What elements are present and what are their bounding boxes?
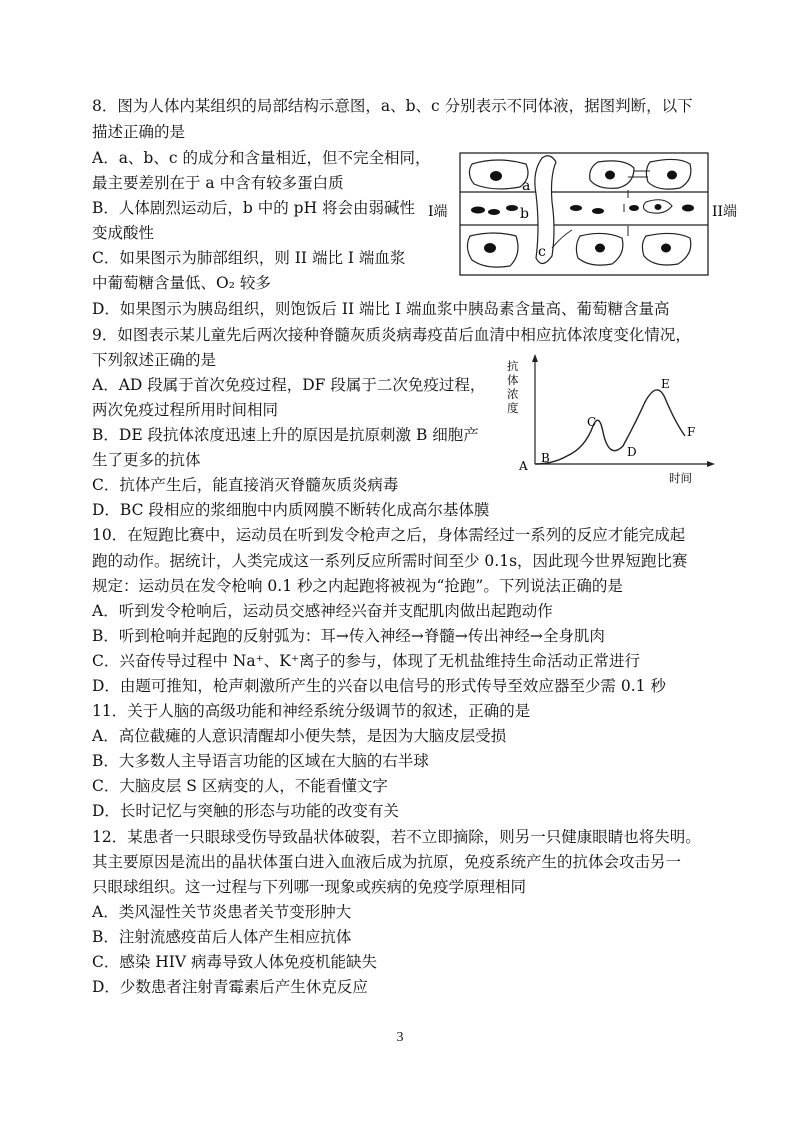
point-f-label: F: [687, 425, 696, 439]
q11-option-b: B．大多数人主导语言功能的区域在大脑的右半球: [92, 752, 429, 770]
q9-option-d: D．BC 段相应的浆细胞中内质网膜不断转化成高尔基体膜: [92, 501, 490, 519]
q9-option-b-cont: 生了更多的抗体: [92, 451, 201, 469]
point-b-label: B: [541, 451, 550, 465]
q11-option-a: A．高位截瘫的人意识清醒却小便失禁，是因为大脑皮层受损: [92, 727, 507, 745]
q9-option-b: B．DE 段抗体浓度迅速上升的原因是抗原刺激 B 细胞产: [92, 426, 479, 444]
right-end-label: II端: [712, 204, 738, 220]
q11-stem: 11．关于人脑的高级功能和神经系统分级调节的叙述，正确的是: [92, 702, 531, 720]
q12-stem-line3: 只眼球组织。这一过程与下列哪一现象或疾病的免疫学原理相同: [92, 878, 527, 896]
q11-option-d: D．长时记忆与突触的形态与功能的改变有关: [92, 802, 399, 820]
q12-stem: 12．某患者一只眼球受伤导致晶状体破裂，若不立即摘除，则另一只健康眼睛也将失明。: [92, 828, 701, 846]
label-c: c: [538, 244, 546, 260]
q8-option-a-cont: 最主要差别在于 a 中含有较多蛋白质: [92, 174, 344, 192]
q12-stem-line2: 其主要原因是流出的晶状体蛋白进入血液后成为抗原，免疫系统产生的抗体会攻击另一: [92, 853, 682, 871]
point-e-label: E: [661, 377, 670, 391]
q10-option-c: C．兴奋传导过程中 Na⁺、K⁺离子的参与，体现了无机盐维持生命活动正常进行: [92, 652, 641, 670]
q9-stem-cont: 下列叙述正确的是: [92, 351, 217, 369]
point-c-label: C: [587, 415, 597, 429]
ylabel-char-3: 浓: [507, 387, 519, 401]
q12-option-a: A．类风湿性关节炎患者关节变形肿大: [92, 903, 352, 921]
q12-option-d: D．少数患者注射青霉素后产生休克反应: [92, 978, 368, 996]
q12-option-b: B．注射流感疫苗后人体产生相应抗体: [92, 928, 352, 946]
q8-option-c: C．如果图示为肺部组织，则 II 端比 I 端血浆: [92, 249, 406, 267]
q10-stem-line3: 规定：运动员在发令枪响 0.1 秒之内起跑将被视为“抢跑”。下列说法正确的是: [92, 577, 623, 595]
ylabel-char-1: 抗: [507, 359, 519, 373]
ylabel-char-4: 度: [507, 401, 519, 415]
xlabel: 时间: [669, 471, 692, 485]
point-d-label: D: [627, 445, 637, 459]
antibody-graph: [505, 352, 720, 488]
q9-stem: 9．如图表示某儿童先后两次接种脊髓灰质炎病毒疫苗后血清中相应抗体浓度变化情况，: [92, 326, 691, 344]
ylabel-char-2: 体: [507, 373, 519, 387]
q12-option-c: C．感染 HIV 病毒导致人体免疫机能缺失: [92, 953, 378, 971]
q8-option-b-cont: 变成酸性: [92, 224, 155, 242]
q11-option-c: C．大脑皮层 S 区病变的人，不能看懂文字: [92, 777, 388, 795]
q9-option-a: A．AD 段属于首次免疫过程，DF 段属于二次免疫过程，: [92, 376, 486, 394]
q10-option-b: B．听到枪响并起跑的反射弧为：耳→传入神经→脊髓→传出神经→全身肌肉: [92, 627, 605, 645]
tissue-diagram: [428, 150, 746, 278]
q8-option-a: A．a、b、c 的成分和含量相近，但不完全相同，: [92, 149, 431, 167]
q10-option-a: A．听到发令枪响后，运动员交感神经兴奋并支配肌肉做出起跑动作: [92, 602, 553, 620]
q9-option-c: C．抗体产生后，能直接消灭脊髓灰质炎病毒: [92, 476, 399, 494]
point-a-label: A: [519, 459, 528, 473]
left-end-label: I端: [428, 204, 448, 220]
label-a: a: [522, 178, 531, 194]
q9-option-a-cont: 两次免疫过程所用时间相同: [92, 401, 279, 419]
q8-option-b: B．人体剧烈运动后，b 中的 pH 将会由弱碱性: [92, 199, 416, 217]
q10-option-d: D．由题可推知，枪声刺激所产生的兴奋以电信号的形式传导至效应器至少需 0.1 秒: [92, 677, 666, 695]
q8-option-c-cont: 中葡萄糖含量低、O₂ 较多: [92, 274, 271, 292]
q8-stem-cont: 描述正确的是: [92, 123, 186, 141]
q10-stem: 10．在短跑比赛中，运动员在听到发令枪声之后，身体需经过一系列的反应才能完成起: [92, 526, 686, 544]
q8-option-d: D．如果图示为胰岛组织，则饱饭后 II 端比 I 端血浆中胰岛素含量高、葡萄糖含量高: [92, 300, 670, 318]
q8-stem: 8．图为人体内某组织的局部结构示意图，a、b、c 分别表示不同体液，据图判断，以下: [92, 97, 693, 115]
label-b: b: [520, 206, 529, 222]
q10-stem-line2: 跑的动作。据统计，人类完成这一系列反应所需时间至少 0.1s，因此现今世界短跑比赛: [92, 552, 688, 570]
page-number: 3: [396, 1030, 404, 1045]
